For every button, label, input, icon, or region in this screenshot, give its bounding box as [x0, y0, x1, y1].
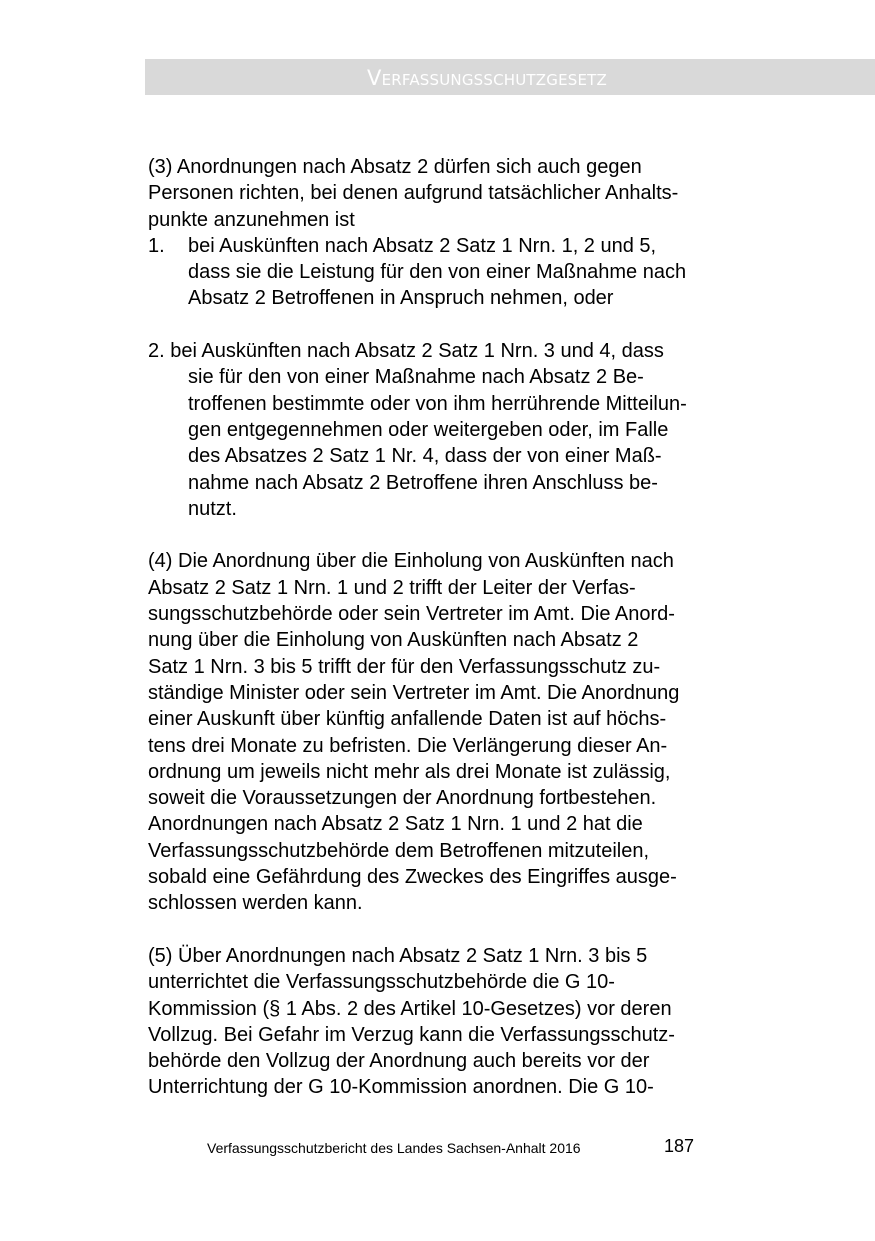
list-item-line: Absatz 2 Betroffenen in Anspruch nehmen, oder: [188, 287, 614, 310]
paragraph-5: [148, 943, 788, 1101]
paragraph-line: Kommission (§ 1 Abs. 2 des Artikel 10-Gesetzes) vor deren: [148, 997, 672, 1020]
paragraph-line: Vollzug. Bei Gefahr im Verzug kann die Verfassungsschutz-: [148, 1023, 675, 1046]
list-item-line: sie für den von einer Maßnahme nach Absatz 2 Be-: [188, 366, 644, 389]
list-item-line: 2. bei Auskünften nach Absatz 2 Satz 1 Nrn. 3 und 4, dass: [148, 340, 664, 363]
paragraph-line: (5) Über Anordnungen nach Absatz 2 Satz 1 Nrn. 3 bis 5: [148, 944, 648, 967]
paragraph-line: Unterrichtung der G 10-Kommission anordnen. Die G 10-: [148, 1076, 654, 1099]
document-body: [148, 154, 788, 1101]
list-item-1: [148, 233, 788, 312]
paragraph-line: einer Auskunft über künftig anfallende Daten ist auf höchs-: [148, 708, 667, 731]
header-title: Verfassungsschutzgesetz: [367, 66, 607, 90]
list-item-line: gen entgegennehmen oder weitergeben oder, im Falle: [188, 418, 669, 441]
list-item-line: des Absatzes 2 Satz 1 Nr. 4, dass der von einer Maß-: [188, 445, 662, 468]
paragraph-line: sobald eine Gefährdung des Zweckes des Eingriffes ausge-: [148, 866, 677, 889]
page-number: 187: [664, 1136, 695, 1156]
paragraph-line: Satz 1 Nrn. 3 bis 5 trifft der für den Verfassungsschutz zu-: [148, 655, 661, 678]
footer-text: Verfassungsschutzbericht des Landes Sachsen-Anhalt 2016: [207, 1140, 581, 1156]
paragraph-line: sungsschutzbehörde oder sein Vertreter im Amt. Die Anord-: [148, 603, 675, 626]
paragraph-line: Personen richten, bei denen aufgrund tatsächlicher Anhalts-: [148, 182, 679, 205]
paragraph-line: Anordnungen nach Absatz 2 Satz 1 Nrn. 1 und 2 hat die: [148, 813, 643, 836]
paragraph-line: nung über die Einholung von Auskünften nach Absatz 2: [148, 629, 639, 652]
list-item-number: 1.: [148, 234, 165, 257]
paragraph-line: (4) Die Anordnung über die Einholung von Auskünften nach: [148, 550, 674, 573]
paragraph-line: Verfassungsschutzbehörde dem Betroffenen mitzuteilen,: [148, 839, 650, 862]
list-item-line: dass sie die Leistung für den von einer Maßnahme nach: [188, 261, 687, 284]
list-item-line: nahme nach Absatz 2 Betroffene ihren Anschluss be-: [188, 471, 658, 494]
paragraph-4: [148, 548, 788, 916]
paragraph-line: ordnung um jeweils nicht mehr als drei Monate ist zulässig,: [148, 760, 671, 783]
list-item-line: nutzt.: [188, 497, 237, 520]
paragraph-3: [148, 154, 788, 522]
paragraph-line: (3) Anordnungen nach Absatz 2 dürfen sich auch gegen: [148, 156, 642, 178]
paragraph-line: schlossen werden kann.: [148, 892, 363, 915]
paragraph-line: soweit die Voraussetzungen der Anordnung fortbestehen.: [148, 787, 657, 810]
list-item-2: [148, 338, 788, 522]
paragraph-line: unterrichtet die Verfassungsschutzbehörde die G 10-: [148, 971, 615, 994]
paragraph-line: Absatz 2 Satz 1 Nrn. 1 und 2 trifft der Leiter der Verfas-: [148, 576, 636, 599]
list-item-text: bei Auskünften nach Absatz 2 Satz 1 Nrn. 1, 2 und 5,: [188, 234, 657, 257]
paragraph-line: ständige Minister oder sein Vertreter im Amt. Die Anordnung: [148, 681, 680, 704]
paragraph-line: tens drei Monate zu befristen. Die Verlängerung dieser An-: [148, 734, 668, 757]
paragraph-line: punkte anzunehmen ist: [148, 208, 355, 231]
header-bar: [145, 59, 875, 95]
paragraph-gap: [148, 522, 788, 548]
paragraph-line: behörde den Vollzug der Anordnung auch bereits vor der: [148, 1050, 650, 1073]
list-item-line: troffenen bestimmte oder von ihm herrührende Mitteilun-: [188, 392, 687, 415]
list-item-line: [148, 233, 788, 259]
paragraph-gap: [148, 312, 788, 338]
paragraph-gap: [148, 917, 788, 943]
